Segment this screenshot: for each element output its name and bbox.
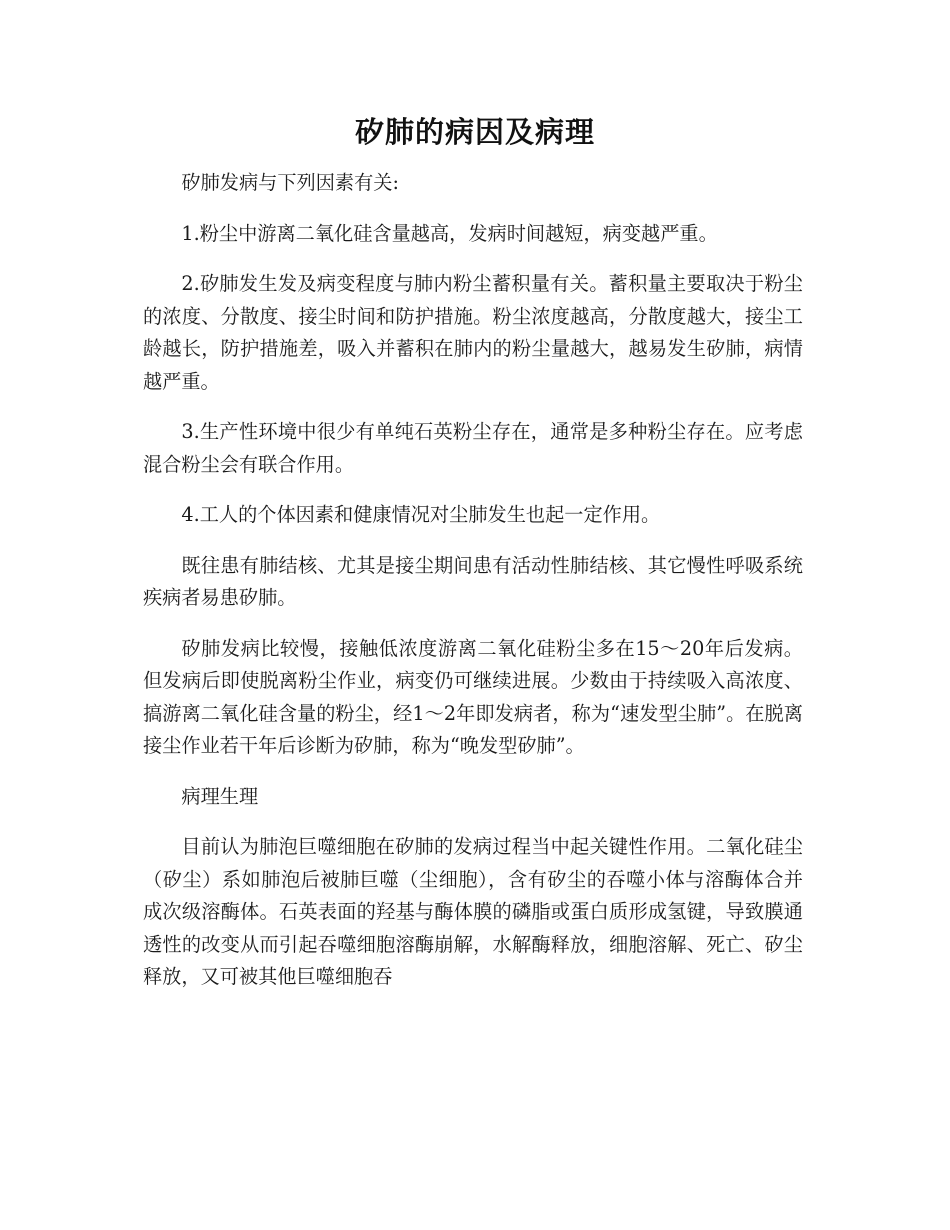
paragraph-mechanism: 目前认为肺泡巨噬细胞在矽肺的发病过程当中起关键性作用。二氧化硅尘（矽尘）系如肺泡后被肺巨噬（尘细胞），含有矽尘的吞噬小体与溶酶体合并成次级溶酶体。石英表面的羟基与酶体膜的磷脂或蛋白质形成氢键，导致膜通透性的改变从而引起吞噬细胞溶酶崩解，水解酶释放，细胞溶解、死亡、矽尘释放，又可被其他巨噬细胞吞 (143, 835, 803, 988)
document-title: 矽肺的病因及病理 (354, 115, 595, 149)
paragraph-item-2: 2.矽肺发生发及病变程度与肺内粉尘蓄积量有关。蓄积量主要取决于粉尘的浓度、分散度、接尘时间和防护措施。粉尘浓度越高，分散度越大，接尘工龄越长，防护措施差，吸入并蓄积在肺内的粉尘量越大，越易发生矽肺，病情越严重。 (143, 272, 803, 393)
document-body (143, 167, 803, 1012)
paragraph-history: 既往患有肺结核、尤其是接尘期间患有活动性肺结核、其它慢性呼吸系统疾病者易患矽肺。 (143, 553, 803, 609)
paragraph-onset: 矽肺发病比较慢，接触低浓度游离二氧化硅粉尘多在15～20年后发病。但发病后即使脱离粉尘作业，病变仍可继续进展。少数由于持续吸入高浓度、搞游离二氧化硅含量的粉尘，经1～2年即发病者，称为“速发型尘肺”。在脱离接尘作业若干年后诊断为矽肺，称为“晚发型矽肺”。 (143, 636, 803, 757)
paragraph-intro: 矽肺发病与下列因素有关: (181, 171, 399, 194)
paragraph-item-4: 4.工人的个体因素和健康情况对尘肺发生也起一定作用。 (181, 503, 661, 526)
paragraph-item-3: 3.生产性环境中很少有单纯石英粉尘存在，通常是多种粉尘存在。应考虑混合粉尘会有联合作用。 (143, 420, 803, 476)
section-heading-pathophysiology: 病理生理 (181, 784, 259, 808)
paragraph-item-1: 1.粉尘中游离二氧化硅含量越高，发病时间越短，病变越严重。 (181, 221, 718, 245)
